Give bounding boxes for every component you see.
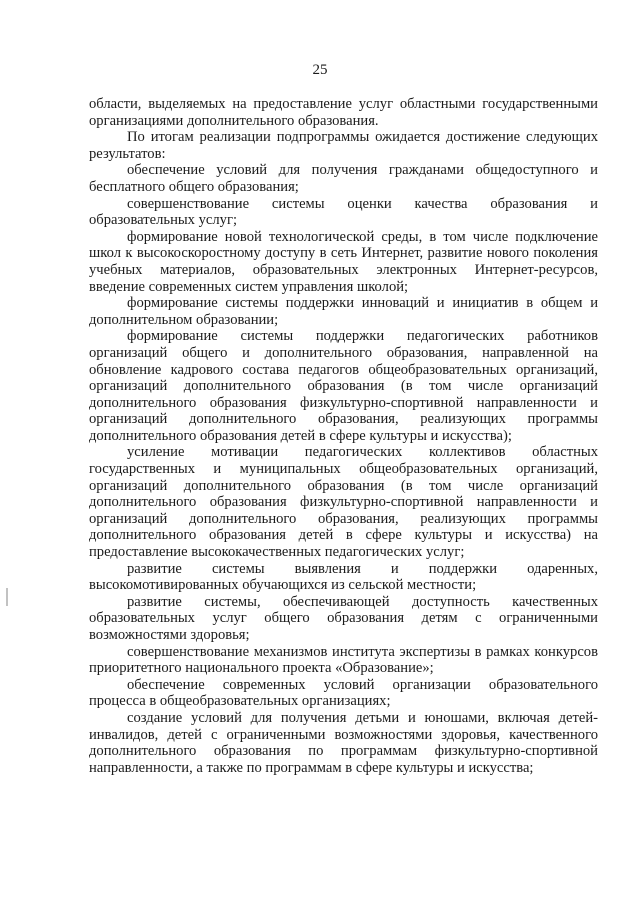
scan-edge-mark	[6, 588, 8, 606]
body-text	[89, 96, 598, 776]
paragraph-8: усиление мотивации педагогических коллективов областных государственных и муниципальных общеобразовательных организаций, организаций дополнительного образования (в том числе организаций дополнительного образования физкультурно-спортивной направленности и организаций дополнительного образования, реализующих программы дополнительного образования детей в сфере культуры и искусства) на предоставление высококачественных педагогических услуг;	[89, 444, 598, 561]
page-number: 25	[312, 62, 328, 78]
paragraph-11: совершенствование механизмов института экспертизы в рамках конкурсов приоритетного национального проекта «Образование»;	[89, 643, 598, 677]
paragraph-12: обеспечение современных условий организации образовательного процесса в общеобразовательных организациях;	[89, 676, 598, 710]
paragraph-1: области, выделяемых на предоставление услуг областными государственными организациями дополнительного образования.	[89, 96, 598, 129]
paragraph-2: По итогам реализации подпрограммы ожидается достижение следующих результатов:	[89, 129, 598, 162]
paragraph-5: формирование новой технологической среды, в том числе подключение школ к высокоскоростному доступу в сеть Интернет, развитие нового поколения учебных материалов, образовательных электронных Интернет-ресурсов, введение современных систем управления школой;	[89, 228, 598, 295]
paragraph-10: развитие системы, обеспечивающей доступность качественных образовательных услуг общего образования детям с ограниченными возможностями здоровья;	[89, 593, 598, 643]
paragraph-7: формирование системы поддержки педагогических работников организаций общего и дополнительного образования, направленной на обновление кадрового состава педагогов общеобразовательных организаций, организаций дополнительного образования (в том числе организаций дополнительного образования физкультурно-спортивной направленности и организаций дополнительного образования, реализующих программы дополнительного образования детей в сфере культуры и искусства);	[89, 328, 598, 444]
paragraph-6: формирование системы поддержки инноваций и инициатив в общем и дополнительном образовании;	[89, 295, 598, 328]
paragraph-3: обеспечение условий для получения гражданами общедоступного и бесплатного общего образования;	[89, 162, 598, 195]
paragraph-9: развитие системы выявления и поддержки одаренных, высокомотивированных обучающихся из сельской местности;	[89, 560, 598, 594]
paragraph-4: совершенствование системы оценки качества образования и образовательных услуг;	[89, 195, 598, 229]
paragraph-13: создание условий для получения детьми и юношами, включая детей-инвалидов, детей с ограниченными возможностями здоровья, качественного дополнительного образования по программам физкультурно-спортивной направленности, а также по программам в сфере культуры и искусства;	[89, 709, 598, 776]
